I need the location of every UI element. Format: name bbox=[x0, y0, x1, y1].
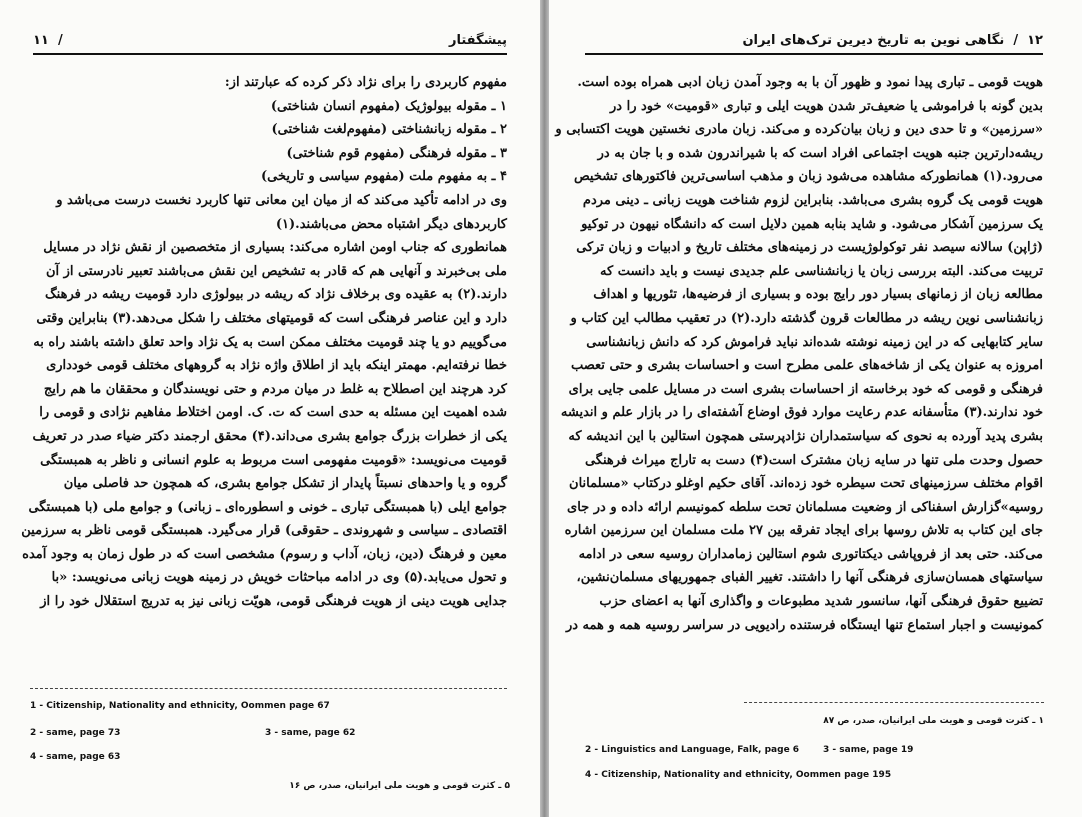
left-page-text-line: کرد هرچند این اصطلاح به غلط در میان مردم و حتی نویسندگان و محققان ما هم رایج bbox=[43, 381, 507, 397]
right-page-header bbox=[585, 33, 1043, 55]
right-page-text-line: جای این کتاب به تلاش روسها برای ایجاد تفرقه بین ۲۷ ملت مسلمان این سرزمین اشاره bbox=[564, 523, 1043, 539]
right-header-separator: / bbox=[1013, 33, 1019, 48]
left-page-text-line: دارد و این عناصر فرهنگی است که قومیتهای مختلف را شکل می‌دهد.(۳) بنابراین وقتی bbox=[36, 310, 507, 326]
left-page-text-line: ملی بی‌خبرند و آنهایی هم که قادر به تشخیص این نقش می‌باشند تعبیر نادرستی از آن bbox=[45, 263, 507, 279]
left-page-text-line: شده اهمیت این مسئله به حدی است که ت. ک. اومن اختلاط مفاهیم نژادی و قومی را bbox=[39, 405, 507, 421]
left-footnote-divider bbox=[30, 688, 507, 689]
right-header-page-number-group bbox=[742, 33, 1043, 48]
left-footnote-5: ۵ ـ کثرت قومی و هویت ملی ایرانیان، صدر، ص ۱۶ bbox=[289, 781, 510, 791]
left-header-separator: / bbox=[57, 33, 63, 48]
left-page-text-line: اقتصادی ـ سیاسی و شهروندی ـ حقوقی) قرار می‌گیرد. همبستگی قومی ناظر به سرزمین bbox=[21, 523, 507, 539]
left-page-text-line: وی در ادامه تأکید می‌کند که از میان این معانی تنها کاربرد نخست درست می‌باشد و bbox=[56, 192, 507, 208]
right-page-text-line: تضییع حقوق فرهنگی آنها، سانسور شدید مطبوعات و واگذاری آنها به اعضای حزب bbox=[599, 594, 1043, 610]
left-page-text-line: جدایی هویت دینی از هویت فرهنگی قومی، هویّت زبانی نیز به تدریج استقلال خود را از bbox=[40, 594, 507, 610]
left-page-text-line: معین و فرهنگ (دین، زبان، آداب و رسوم) مشخصی است که در طول زمان به وجود آمده bbox=[22, 546, 507, 562]
left-page-text-line: همانطوری که جناب اومن اشاره می‌کند: بسیاری از متخصصین از نقش نژاد در مسایل bbox=[43, 240, 507, 256]
right-page bbox=[549, 0, 1082, 817]
left-page-header bbox=[33, 33, 507, 55]
right-page-text-line: مطالعه زبان از زمانهای بسیار دور رایج بوده و بسیاری از فرضیه‌ها، تئوریها و اهداف bbox=[593, 287, 1043, 303]
left-page-text-line: قومیت می‌نویسد: «قومیت مفهومی است مربوط به علوم انسانی و ناظر به همبستگی bbox=[40, 452, 507, 468]
right-page-text-line: حصول وحدت ملی تنها در سایه زبان مشترک است(۴) دست به تاراج میراث فرهنگی bbox=[584, 452, 1043, 468]
left-page bbox=[0, 0, 540, 817]
right-footnote-divider bbox=[744, 702, 1044, 703]
right-page-text-line: سایر کتابهایی که در این زمینه نوشته شده‌اند نباید فراموش کرد که دانش زبانشناسی bbox=[586, 334, 1043, 350]
left-header-page-number: ۱۱ bbox=[33, 33, 49, 48]
right-page-text-line: اقوام مختلف سرزمینهای تحت سیطره خود زده‌اند. آقای حکیم اوغلو درکتاب «مسلمانان bbox=[569, 476, 1043, 492]
left-page-text-line: ۴ ـ به مفهوم ملت (مفهوم سیاسی و تاریخی) bbox=[261, 169, 507, 185]
left-page-text-line: و تحول می‌یابد.(۵) وی در ادامه مباحثات خویش در زمینه هویت زبانی می‌نویسد: «با bbox=[51, 570, 507, 586]
right-page-text-line: روسیه»گزارش اسفناکی از وضعیت مسلمانان تحت سلطه کمونیسم ارائه داده و در جای bbox=[567, 499, 1043, 515]
right-page-text-line: می‌کند. حتی بعد از فروپاشی دیکتاتوری شوم استالین زمامداران روسیه سعی در ادامه bbox=[578, 546, 1043, 562]
right-footnote-3: 3 - same, page 19 bbox=[823, 745, 914, 755]
left-footnote-3: 3 - same, page 62 bbox=[265, 728, 356, 738]
right-page-body-text bbox=[555, 71, 1043, 637]
left-page-text-line: کاربردهای دیگر اشتباه محض می‌باشند.(۱) bbox=[275, 216, 507, 232]
left-page-text-line: مفهوم کاربردی را برای نژاد ذکر کرده که عبارتند از: bbox=[224, 75, 507, 90]
right-page-text-line: «سرزمین» و تا حدی دین و زبان بیان‌کرده و می‌کند. زبان مادری نخستین هویت اکتسابی و bbox=[555, 122, 1043, 138]
right-page-text-line: یک سرزمین آشکار می‌شود. و شاید بنابه همین دلایل است که دانشگاه نیهون در توکیو bbox=[581, 216, 1043, 232]
left-page-text-line: یکی از خطرات بزرگ جوامع بشری می‌داند.(۴) محقق ارجمند دکتر ضیاء صدر در تعریف bbox=[32, 428, 507, 444]
left-footnote-2: 2 - same, page 73 bbox=[30, 728, 121, 738]
left-page-text-line: گروه و یا واحدهای نسبتاً پایدار از تشکل جوامع بشری، که همچون حد فاصلی میان bbox=[63, 476, 507, 492]
left-page-text-line: ۳ ـ مقوله فرهنگی (مفهوم قوم شناختی) bbox=[286, 145, 507, 161]
right-footnote-4: 4 - Citizenship, Nationality and ethnicity, Oommen page 195 bbox=[585, 770, 892, 780]
right-page-text-line: سیاستهای همسان‌سازی فرهنگی آنها را داشتند. تغییر الفبای جمهوریهای مسلمان‌نشین، bbox=[576, 570, 1043, 586]
right-footnote-2: 2 - Linguistics and Language, Falk, page 6 bbox=[585, 745, 800, 755]
right-header-title: نگاهی نوین به تاریخ دیرین ترک‌های ایران bbox=[742, 33, 1005, 48]
right-page-text-line: امروزه به عنوان یکی از شاخه‌های علمی مطرح است و احساسات بشری و حتی تعصب bbox=[570, 358, 1043, 374]
right-page-text-line: می‌رود.(۱) همانطورکه مشاهده می‌شود زبان و مذهب اساسی‌ترین فاکتورهای تشخیص bbox=[574, 169, 1043, 185]
left-page-text-line: ۱ ـ مقوله بیولوژیک (مفهوم انسان شناختی) bbox=[270, 98, 507, 114]
right-page-text-line: (ژاپن) سالانه سیصد نفر توکولوژیست در زمینه‌های مختلف تاریخ و ادبیات و زبان ترکی bbox=[576, 240, 1043, 256]
right-page-text-line: خود ندارند.(۳) متأسفانه عدم رعایت موارد فوق اوضاع آشفته‌ای را در بازار علم و اندیشه bbox=[560, 405, 1043, 421]
right-page-text-line: هویت قومی ـ تباری پیدا نمود و ظهور آن با به وجود آمدن زبان ادبی همراه بوده است. bbox=[577, 75, 1043, 90]
left-page-body-text bbox=[21, 71, 507, 614]
book-gutter bbox=[540, 0, 549, 817]
left-page-text-line: ۲ ـ مقوله زبانشناختی (مفهوم‌لغت شناختی) bbox=[271, 122, 507, 138]
right-page-text-line: هویت قومی یک گروه بشری می‌باشد. بنابراین لزوم شناخت هویت زبانی ـ دینی مردم bbox=[582, 192, 1043, 208]
left-page-text-line: دارند.(۲) به عقیده وی برخلاف نژاد که ریشه در بیولوژی دارد قومیت ریشه در فرهنگ bbox=[45, 287, 507, 303]
right-page-text-line: بشری پدید آورده به نحوی که سیاستمداران نژادپرستی همچون استالین با این اندیشه که bbox=[568, 428, 1043, 444]
right-page-text-line: تربیت می‌کند. البته بررسی زبان یا زبانشناسی علم جدیدی نیست و باید دانست که bbox=[600, 263, 1043, 279]
left-page-text-line: جوامع ایلی (با همبستگی تباری ـ خونی و اسطوره‌ای ـ زبانی) و جوامع ملی (با همبستگی bbox=[28, 499, 507, 515]
left-header-title: پیشگفتار bbox=[448, 33, 507, 48]
right-page-text-line: بدین گونه با فراموشی یا ضعیف‌تر شدن هویت ایلی و تباری «قومیت» خود را در bbox=[609, 98, 1043, 114]
right-page-text-line: کمونیست و اجبار استماع تنها ایستگاه فرستنده رادیویی در سراسر روسیه همه و همه در bbox=[565, 617, 1043, 633]
right-page-text-line: زبانشناسی نوین ریشه در مطالعات قرون گذشته دارد.(۲) در تعقیب مطالب این کتاب و bbox=[570, 310, 1043, 326]
right-page-text-line: ریشه‌دارترین جنبه هویت اجتماعی افراد است که با شیراندرون شده و با جان به در bbox=[597, 145, 1043, 161]
left-footnote-4: 4 - same, page 63 bbox=[30, 752, 121, 762]
right-header-page-number: ۱۲ bbox=[1027, 33, 1043, 48]
left-page-text-line: می‌گوییم دو یا چند قومیت مختلف ممکن است به یک نژاد واحد تعلق داشته باشند راه به bbox=[33, 334, 507, 350]
left-footnote-1: 1 - Citizenship, Nationality and ethnicity, Oommen page 67 bbox=[30, 701, 330, 711]
left-header-page-number-group bbox=[33, 33, 63, 48]
right-footnote-1: ۱ ـ کثرت قومی و هویت ملی ایرانیان، صدر، ص ۸۷ bbox=[823, 716, 1044, 726]
left-page-text-line: خطا نرفته‌ایم. مهمتر اینکه باید از اطلاق واژه نژاد به گروههای مختلف قومی خودداری bbox=[46, 358, 507, 374]
right-page-text-line: فرهنگی و قومی که خود برخاسته از احساسات بشری است در مسایل علمی جایی برای bbox=[568, 381, 1043, 397]
